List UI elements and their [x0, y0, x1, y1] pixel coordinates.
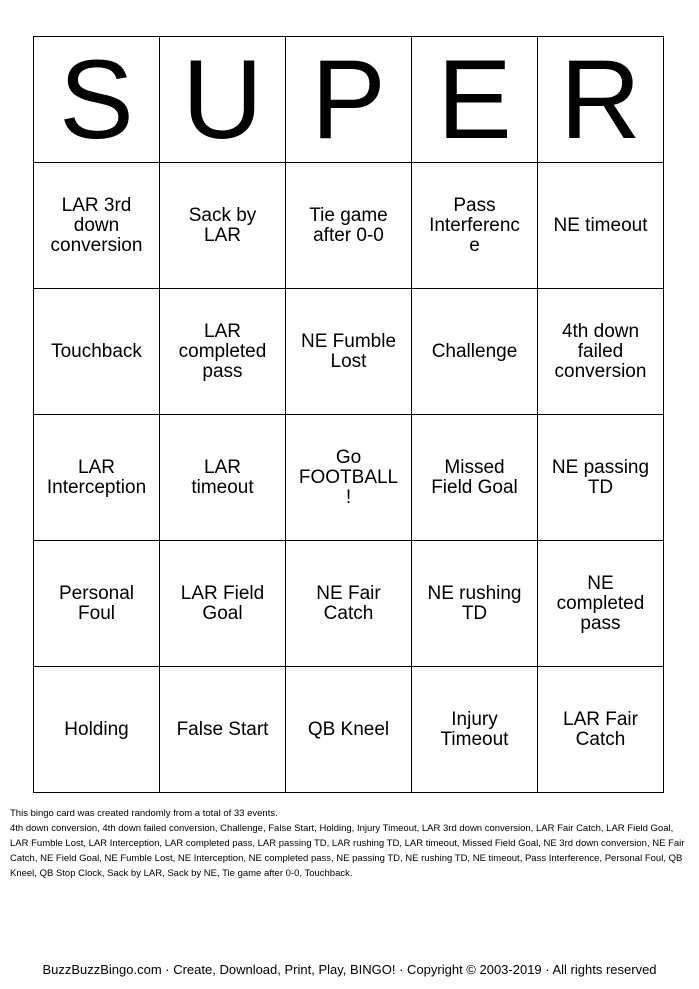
bingo-cell [34, 163, 160, 289]
bingo-cell [286, 163, 412, 289]
cell-label: Pass Interference [429, 194, 520, 256]
bingo-cell [286, 289, 412, 415]
cell-label: Holding [64, 718, 129, 740]
site-footer: BuzzBuzzBingo.com · Create, Download, Print, Play, BINGO! · Copyright © 2003-2019 · All rights reserved [42, 962, 657, 977]
bingo-cell [412, 289, 538, 415]
bingo-cell [160, 289, 286, 415]
cell-label: LAR Field Goal [180, 582, 265, 624]
bingo-row [34, 163, 664, 289]
bingo-cell [412, 541, 538, 667]
cell-label: QB Kneel [307, 718, 390, 740]
bingo-cell [538, 289, 664, 415]
cell-label: NE Fumble Lost [300, 330, 397, 372]
cell-label: LAR Interception [46, 456, 147, 498]
cell-label: False Start [176, 718, 269, 740]
bingo-cell [538, 163, 664, 289]
header-letter: R [538, 37, 664, 163]
bingo-cell [160, 163, 286, 289]
cell-label: NE completed pass [556, 572, 645, 634]
cell-label: LAR 3rd down conversion [50, 194, 143, 256]
bingo-cell [286, 667, 412, 793]
header-letter: S [34, 37, 160, 163]
bingo-row [34, 415, 664, 541]
cell-label: NE timeout [553, 214, 648, 236]
bingo-cell [160, 541, 286, 667]
cell-label: Sack by LAR [188, 204, 257, 246]
bingo-cell [412, 163, 538, 289]
bingo-cell [538, 415, 664, 541]
bingo-cell [160, 667, 286, 793]
bingo-cell [34, 415, 160, 541]
cell-label: LAR timeout [191, 456, 254, 498]
bingo-card [33, 36, 664, 793]
cell-label: Tie game after 0-0 [309, 204, 388, 246]
cell-label: Touchback [51, 340, 142, 362]
card-info [10, 806, 692, 881]
event-list: 4th down conversion, 4th down failed conversion, Challenge, False Start, Holding, Injury Timeout, LAR 3rd down conversion, LAR Fair Catch, LAR Field Goal, LAR Fumble Lost, LAR Interception, LAR completed pass, LAR passing TD, LAR rushing TD, LAR timeout, Missed Field Goal, NE 3rd down conversion, NE Fair Catch, NE Field Goal, NE Fumble Lost, NE Interception, NE completed pass, NE passing TD, NE rushing TD, NE timeout, Pass Interference, Personal Foul, QB Kneel, QB Stop Clock, Sack by LAR, Sack by NE, Tie game after 0-0, Touchback. [10, 823, 685, 879]
bingo-cell [538, 541, 664, 667]
cell-label: Personal Foul [59, 582, 134, 624]
cell-label: Missed Field Goal [431, 456, 518, 498]
cell-label: 4th down failed conversion [554, 320, 647, 382]
bingo-cell [286, 541, 412, 667]
bingo-row [34, 541, 664, 667]
cell-label: NE passing TD [551, 456, 650, 498]
bingo-cell [34, 667, 160, 793]
bingo-cell [34, 541, 160, 667]
header-letter: P [286, 37, 412, 163]
cell-label: Go FOOTBALL! [298, 446, 399, 508]
cell-label: LAR completed pass [178, 320, 267, 382]
bingo-row [34, 667, 664, 793]
bingo-cell [286, 415, 412, 541]
bingo-cell [538, 667, 664, 793]
bingo-cell [412, 415, 538, 541]
cell-label: NE rushing TD [427, 582, 522, 624]
header-letter: U [160, 37, 286, 163]
cell-label: Injury Timeout [440, 708, 509, 750]
header-letter: E [412, 37, 538, 163]
cell-label: NE Fair Catch [316, 582, 381, 624]
bingo-cell [160, 415, 286, 541]
card-summary: This bingo card was created randomly from a total of 33 events. [10, 808, 278, 819]
cell-label: LAR Fair Catch [563, 708, 638, 750]
bingo-cell [412, 667, 538, 793]
bingo-row [34, 289, 664, 415]
bingo-cell [34, 289, 160, 415]
header-row [34, 37, 664, 163]
cell-label: Challenge [431, 340, 518, 362]
